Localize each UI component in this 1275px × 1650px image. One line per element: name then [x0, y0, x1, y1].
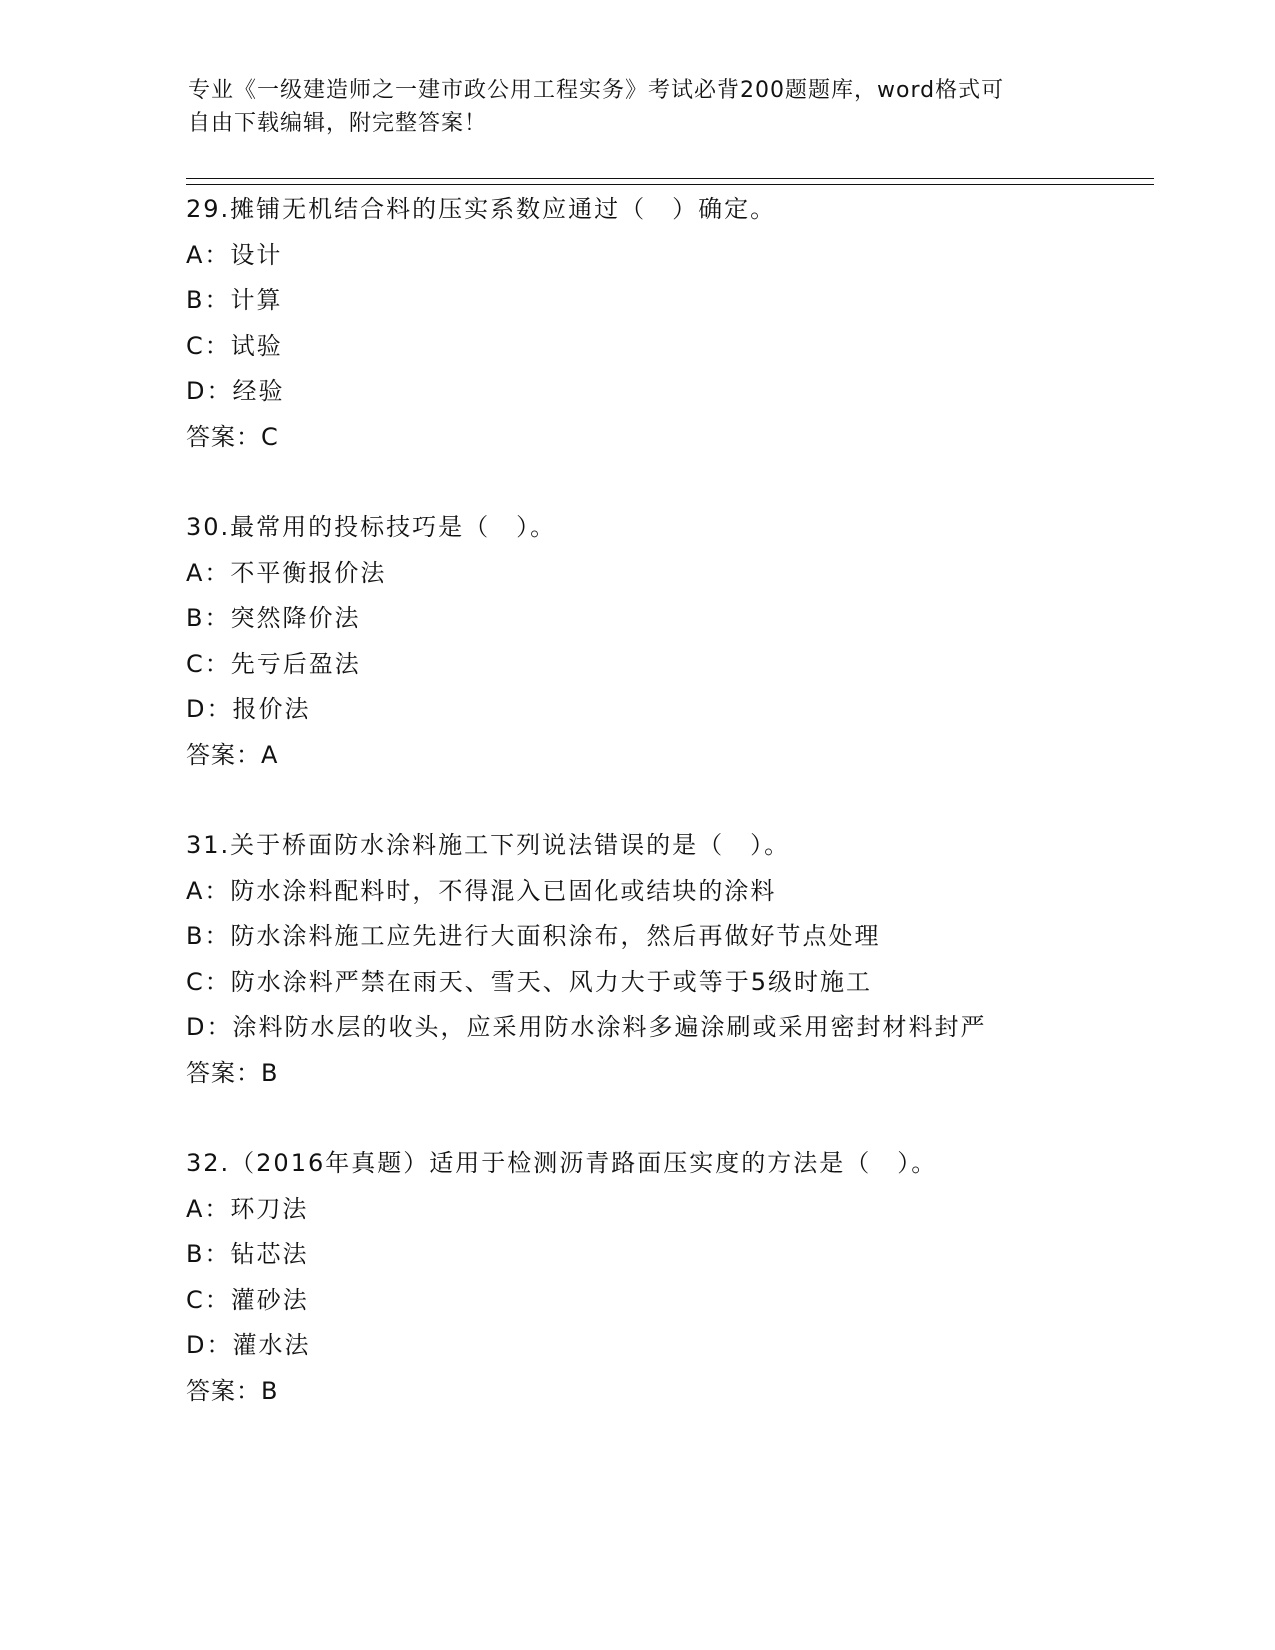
question-stem: 30.最常用的投标技巧是（ ）。: [186, 513, 557, 541]
option-d: D：涂料防水层的收头，应采用防水涂料多遍涂刷或采用密封材料封严: [186, 1013, 987, 1041]
option-b: B：钻芯法: [186, 1240, 309, 1268]
option-b: B：突然降价法: [186, 604, 361, 632]
option-c: C：先亏后盈法: [186, 649, 361, 678]
question-stem: 29.摊铺无机结合料的压实系数应通过（ ）确定。: [186, 195, 777, 223]
option-a: A：不平衡报价法: [186, 558, 387, 587]
option-c: C：试验: [186, 331, 283, 360]
option-d: D：灌水法: [186, 1331, 311, 1359]
option-a: A：设计: [186, 240, 283, 269]
option-a: A：环刀法: [186, 1194, 309, 1223]
document-header: [188, 74, 1068, 140]
question-stem: 32.（2016年真题）适用于检测沥青路面压实度的方法是（ ）。: [186, 1149, 938, 1177]
question-32: [186, 1141, 1186, 1414]
answer-line: 答案：B: [186, 1376, 279, 1405]
header-divider: [186, 178, 1154, 185]
header-line-2: 自由下载编辑，附完整答案！: [188, 111, 488, 136]
answer-line: 答案：A: [186, 740, 279, 769]
option-d: D：报价法: [186, 695, 311, 723]
answer-line: 答案：B: [186, 1058, 279, 1087]
option-c: C：灌砂法: [186, 1285, 309, 1314]
question-31: [186, 823, 1186, 1096]
question-stem: 31.关于桥面防水涂料施工下列说法错误的是（ ）。: [186, 831, 791, 859]
header-line-1: 专业《一级建造师之一建市政公用工程实务》考试必背200题题库，word格式可: [188, 78, 1005, 103]
option-b: B：计算: [186, 286, 283, 314]
option-b: B：防水涂料施工应先进行大面积涂布，然后再做好节点处理: [186, 922, 881, 950]
option-a: A：防水涂料配料时，不得混入已固化或结块的涂料: [186, 876, 777, 905]
question-30: [186, 505, 1186, 778]
question-29: [186, 187, 1186, 460]
answer-line: 答案：C: [186, 422, 279, 451]
option-c: C：防水涂料严禁在雨天、雪天、风力大于或等于5级时施工: [186, 967, 873, 996]
option-d: D：经验: [186, 377, 285, 405]
